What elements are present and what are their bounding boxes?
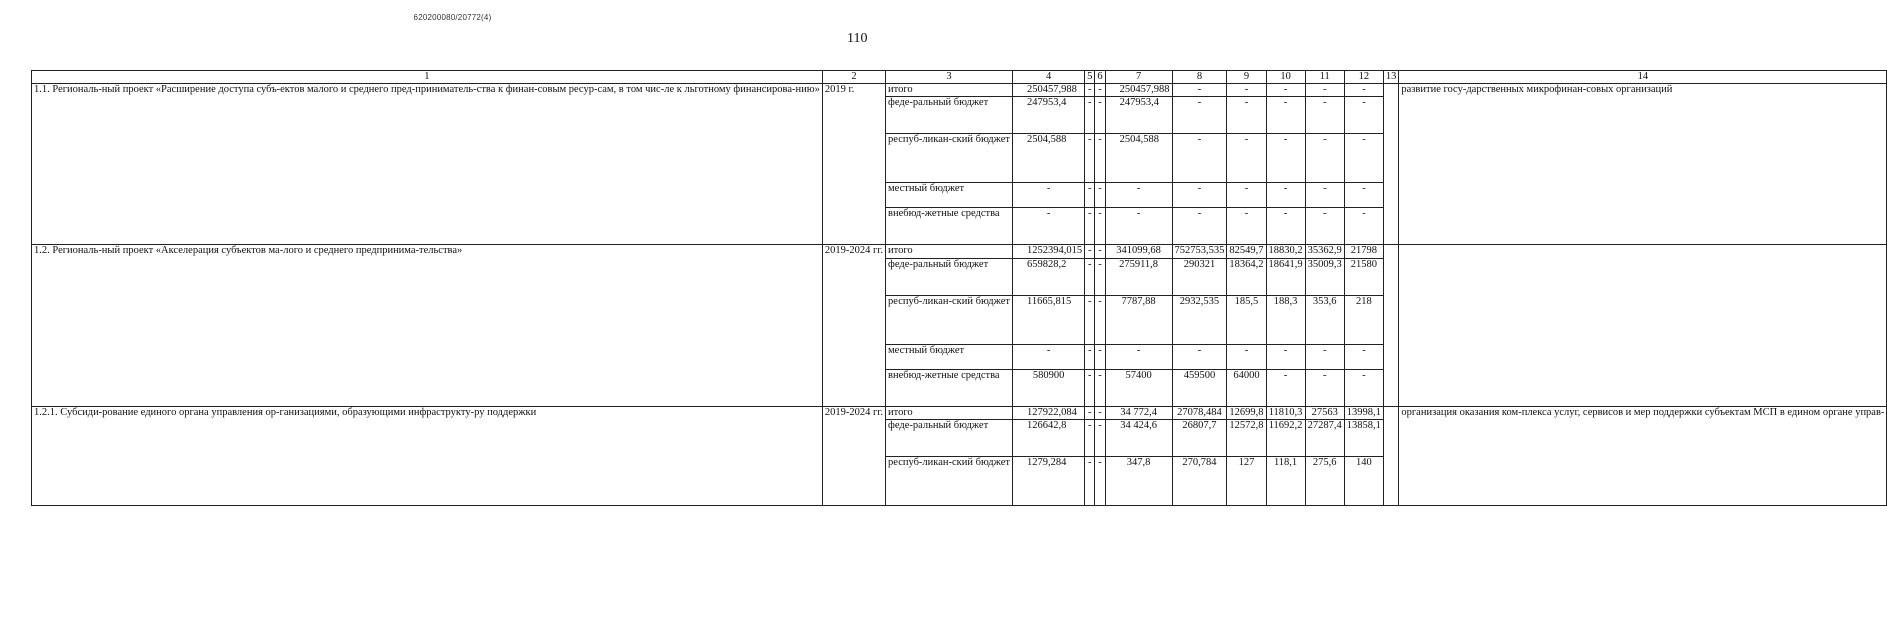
column-number: 3 xyxy=(886,71,1013,84)
project-period: 2019-2024 гг. xyxy=(822,406,885,505)
project-title: 1.2.1. Субсиди-рование единого органа управления ор-ганизациями, образующими инфраструкту-ру поддержки xyxy=(32,406,823,505)
column-number: 11 xyxy=(1305,71,1344,84)
amount-col9: 12572,8 xyxy=(1227,419,1266,456)
amount-col6: - xyxy=(1095,258,1105,295)
amount-col7: 34 772,4 xyxy=(1105,406,1172,419)
amount-col7: - xyxy=(1105,208,1172,245)
document-stamp: 620200080/20772(4) xyxy=(413,13,492,22)
project-period: 2019-2024 гг. xyxy=(822,245,885,406)
amount-col8: - xyxy=(1172,84,1227,97)
amount-col5: - xyxy=(1085,183,1095,208)
amount-col10: 188,3 xyxy=(1266,295,1305,344)
amount-col6: - xyxy=(1095,295,1105,344)
amount-total: 1279,284 xyxy=(1013,456,1085,505)
amount-col8: 459500 xyxy=(1172,369,1227,406)
project-title: 1.2. Региональ-ный проект «Акселерация субъектов ма-лого и среднего предпринима-тельства» xyxy=(32,245,823,406)
amount-col11: 27563 xyxy=(1305,406,1344,419)
amount-col11: - xyxy=(1305,84,1344,97)
amount-col9: 12699,8 xyxy=(1227,406,1266,419)
project-result: организация оказания ком-плекса услуг, сервисов и мер поддержки субъектам МСП в едином органе управ- xyxy=(1399,406,1887,505)
column-number: 8 xyxy=(1172,71,1227,84)
amount-col10: 118,1 xyxy=(1266,456,1305,505)
amount-col6: - xyxy=(1095,183,1105,208)
amount-col11: - xyxy=(1305,97,1344,134)
column-number: 5 xyxy=(1085,71,1095,84)
amount-col9: - xyxy=(1227,84,1266,97)
amount-col5: - xyxy=(1085,295,1095,344)
table-row xyxy=(32,406,1887,419)
table-row xyxy=(32,245,1887,258)
funding-source: внебюд-жетные средства xyxy=(886,369,1013,406)
financing-table xyxy=(31,70,1887,506)
amount-col6: - xyxy=(1095,84,1105,97)
amount-col11: - xyxy=(1305,208,1344,245)
column-13-cell xyxy=(1383,406,1399,505)
amount-col12: - xyxy=(1344,369,1383,406)
amount-col12: 21798 xyxy=(1344,245,1383,258)
amount-col11: - xyxy=(1305,369,1344,406)
amount-col11: 35362,9 xyxy=(1305,245,1344,258)
amount-col7: 247953,4 xyxy=(1105,97,1172,134)
column-number: 1 xyxy=(32,71,823,84)
amount-col7: - xyxy=(1105,344,1172,369)
amount-col6: - xyxy=(1095,406,1105,419)
amount-col12: - xyxy=(1344,208,1383,245)
amount-col9: - xyxy=(1227,183,1266,208)
amount-col11: 27287,4 xyxy=(1305,419,1344,456)
project-title: 1.1. Региональ-ный проект «Расширение доступа субъ-ектов малого и среднего пред-приниматель-ства к финан-совым ресур-сам, в том чис-ле к льготному финансирова-нию» xyxy=(32,84,823,245)
amount-total: - xyxy=(1013,183,1085,208)
amount-total: 11665,815 xyxy=(1013,295,1085,344)
column-number: 9 xyxy=(1227,71,1266,84)
funding-source: итого xyxy=(886,245,1013,258)
amount-col11: 275,6 xyxy=(1305,456,1344,505)
amount-total: 2504,588 xyxy=(1013,134,1085,183)
amount-col6: - xyxy=(1095,134,1105,183)
amount-total: 126642,8 xyxy=(1013,419,1085,456)
column-number: 12 xyxy=(1344,71,1383,84)
funding-source: местный бюджет xyxy=(886,344,1013,369)
amount-col11: - xyxy=(1305,134,1344,183)
column-number: 4 xyxy=(1013,71,1085,84)
column-number: 13 xyxy=(1383,71,1399,84)
table-row xyxy=(32,84,1887,97)
amount-col8: - xyxy=(1172,183,1227,208)
amount-col6: - xyxy=(1095,419,1105,456)
amount-col9: - xyxy=(1227,97,1266,134)
amount-col10: - xyxy=(1266,344,1305,369)
amount-total: 1252394,015 xyxy=(1013,245,1085,258)
amount-col10: - xyxy=(1266,134,1305,183)
column-number: 10 xyxy=(1266,71,1305,84)
amount-col5: - xyxy=(1085,406,1095,419)
amount-col12: - xyxy=(1344,134,1383,183)
column-number: 6 xyxy=(1095,71,1105,84)
amount-col11: 35009,3 xyxy=(1305,258,1344,295)
amount-col5: - xyxy=(1085,97,1095,134)
amount-col9: 64000 xyxy=(1227,369,1266,406)
amount-col9: 185,5 xyxy=(1227,295,1266,344)
project-result: развитие госу-дарственных микрофинан-совых организаций xyxy=(1399,84,1887,245)
funding-source: местный бюджет xyxy=(886,183,1013,208)
amount-col5: - xyxy=(1085,258,1095,295)
amount-col5: - xyxy=(1085,84,1095,97)
amount-col5: - xyxy=(1085,456,1095,505)
amount-total: 127922,084 xyxy=(1013,406,1085,419)
funding-source: феде-ральный бюджет xyxy=(886,97,1013,134)
amount-col11: 353,6 xyxy=(1305,295,1344,344)
column-number: 14 xyxy=(1399,71,1887,84)
project-period: 2019 г. xyxy=(822,84,885,245)
amount-col9: - xyxy=(1227,208,1266,245)
amount-col5: - xyxy=(1085,245,1095,258)
amount-col8: 270,784 xyxy=(1172,456,1227,505)
amount-col6: - xyxy=(1095,456,1105,505)
amount-col10: 18830,2 xyxy=(1266,245,1305,258)
amount-col7: 2504,588 xyxy=(1105,134,1172,183)
column-13-cell xyxy=(1383,84,1399,245)
amount-col10: - xyxy=(1266,97,1305,134)
amount-col7: 7787,88 xyxy=(1105,295,1172,344)
amount-col8: - xyxy=(1172,208,1227,245)
amount-col10: - xyxy=(1266,208,1305,245)
amount-col8: 26807,7 xyxy=(1172,419,1227,456)
column-number: 7 xyxy=(1105,71,1172,84)
amount-col8: - xyxy=(1172,97,1227,134)
funding-source: итого xyxy=(886,406,1013,419)
amount-col8: 290321 xyxy=(1172,258,1227,295)
amount-col8: 2932,535 xyxy=(1172,295,1227,344)
amount-total: 580900 xyxy=(1013,369,1085,406)
amount-col7: - xyxy=(1105,183,1172,208)
column-number: 2 xyxy=(822,71,885,84)
page-number: 110 xyxy=(847,31,868,46)
amount-col6: - xyxy=(1095,97,1105,134)
amount-col9: 127 xyxy=(1227,456,1266,505)
amount-col7: 341099,68 xyxy=(1105,245,1172,258)
amount-col12: 13998,1 xyxy=(1344,406,1383,419)
amount-col8: - xyxy=(1172,344,1227,369)
funding-source: феде-ральный бюджет xyxy=(886,419,1013,456)
amount-col6: - xyxy=(1095,369,1105,406)
amount-col7: 57400 xyxy=(1105,369,1172,406)
amount-col12: - xyxy=(1344,84,1383,97)
column-13-cell xyxy=(1383,245,1399,406)
amount-col12: 218 xyxy=(1344,295,1383,344)
project-result xyxy=(1399,245,1887,406)
amount-col10: - xyxy=(1266,183,1305,208)
amount-col10: 11692,2 xyxy=(1266,419,1305,456)
amount-col10: - xyxy=(1266,84,1305,97)
amount-col5: - xyxy=(1085,369,1095,406)
amount-col8: - xyxy=(1172,134,1227,183)
amount-col12: 140 xyxy=(1344,456,1383,505)
amount-col9: 18364,2 xyxy=(1227,258,1266,295)
funding-source: итого xyxy=(886,84,1013,97)
amount-total: 250457,988 xyxy=(1013,84,1085,97)
amount-col10: 11810,3 xyxy=(1266,406,1305,419)
amount-col7: 347,8 xyxy=(1105,456,1172,505)
amount-total: 247953,4 xyxy=(1013,97,1085,134)
amount-col12: - xyxy=(1344,97,1383,134)
amount-col6: - xyxy=(1095,208,1105,245)
amount-col10: 18641,9 xyxy=(1266,258,1305,295)
amount-col5: - xyxy=(1085,344,1095,369)
funding-source: феде-ральный бюджет xyxy=(886,258,1013,295)
amount-col7: 275911,8 xyxy=(1105,258,1172,295)
amount-col12: - xyxy=(1344,183,1383,208)
amount-col5: - xyxy=(1085,419,1095,456)
amount-col12: - xyxy=(1344,344,1383,369)
funding-source: внебюд-жетные средства xyxy=(886,208,1013,245)
amount-col5: - xyxy=(1085,208,1095,245)
funding-source: респуб-ликан-ский бюджет xyxy=(886,295,1013,344)
amount-col7: 34 424,6 xyxy=(1105,419,1172,456)
amount-col12: 13858,1 xyxy=(1344,419,1383,456)
column-number-row xyxy=(32,71,1887,84)
amount-col6: - xyxy=(1095,344,1105,369)
amount-total: - xyxy=(1013,208,1085,245)
amount-col9: - xyxy=(1227,344,1266,369)
amount-col11: - xyxy=(1305,344,1344,369)
amount-col8: 752753,535 xyxy=(1172,245,1227,258)
amount-col12: 21580 xyxy=(1344,258,1383,295)
amount-col6: - xyxy=(1095,245,1105,258)
funding-source: респуб-ликан-ский бюджет xyxy=(886,134,1013,183)
amount-col11: - xyxy=(1305,183,1344,208)
amount-col7: 250457,988 xyxy=(1105,84,1172,97)
amount-col10: - xyxy=(1266,369,1305,406)
amount-total: 659828,2 xyxy=(1013,258,1085,295)
amount-col5: - xyxy=(1085,134,1095,183)
amount-col8: 27078,484 xyxy=(1172,406,1227,419)
amount-total: - xyxy=(1013,344,1085,369)
funding-source: респуб-ликан-ский бюджет xyxy=(886,456,1013,505)
amount-col9: - xyxy=(1227,134,1266,183)
amount-col9: 82549,7 xyxy=(1227,245,1266,258)
